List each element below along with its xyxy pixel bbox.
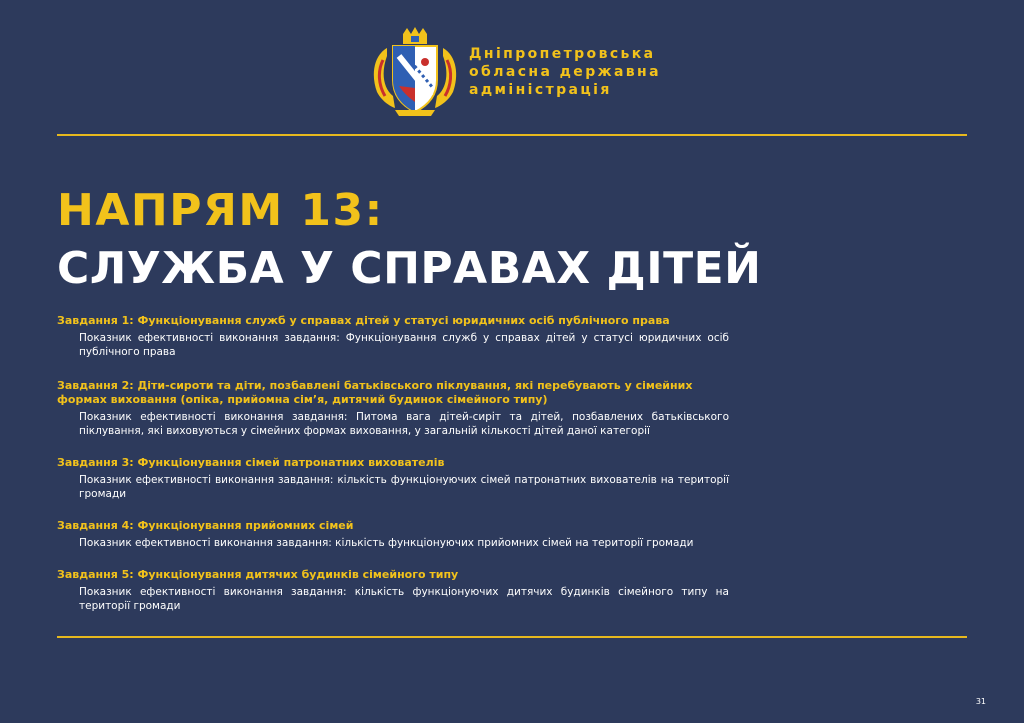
header bbox=[369, 26, 661, 118]
org-line-3: адміністрація bbox=[469, 82, 612, 98]
bottom-divider bbox=[57, 636, 967, 638]
task-item-5 bbox=[57, 568, 737, 613]
task-item-1 bbox=[57, 314, 737, 359]
title-service: СЛУЖБА У СПРАВАХ ДІТЕЙ bbox=[57, 243, 762, 294]
task-title: Завдання 5: Функціонування дитячих будинків сімейного типу bbox=[57, 568, 459, 581]
task-title: Завдання 2: Діти-сироти та діти, позбавлені батьківського піклування, які перебувають у сімейних формах виховання (опіка, прийомна сім’я, дитячий будинок сімейного типу) bbox=[57, 379, 693, 406]
task-title: Завдання 1: Функціонування служб у справах дітей у статусі юридичних осіб публічного права bbox=[57, 314, 670, 327]
task-list bbox=[57, 314, 737, 628]
page-number: 31 bbox=[975, 697, 986, 706]
organization-name bbox=[469, 45, 661, 99]
org-line-2: обласна державна bbox=[469, 64, 661, 80]
org-line-1: Дніпропетровська bbox=[469, 46, 656, 62]
task-item-4 bbox=[57, 519, 737, 550]
task-indicator: Показник ефективності виконання завдання: кількість функціонуючих сімей патронатних вихователів на території громади bbox=[79, 474, 729, 500]
task-title: Завдання 4: Функціонування прийомних сімей bbox=[57, 519, 354, 532]
task-indicator: Показник ефективності виконання завдання: Функціонування служб у справах дітей у статусі юридичних осіб публічного права bbox=[79, 332, 729, 358]
task-item-3 bbox=[57, 456, 737, 501]
task-indicator: Показник ефективності виконання завдання: Питома вага дітей-сиріт та дітей, позбавлених батьківського піклування, які виховуються у сімейних формах виховання, у загальній кількості дітей даної категорії bbox=[79, 411, 729, 437]
task-indicator: Показник ефективності виконання завдання: кількість функціонуючих дитячих будинків сімейного типу на території громади bbox=[79, 586, 729, 612]
task-indicator: Показник ефективності виконання завдання: кількість функціонуючих прийомних сімей на території громади bbox=[79, 537, 694, 549]
page-title bbox=[57, 182, 761, 298]
top-divider bbox=[57, 134, 967, 136]
task-title: Завдання 3: Функціонування сімей патронатних вихователів bbox=[57, 456, 445, 469]
coat-of-arms-emblem-icon bbox=[369, 26, 461, 118]
task-item-2 bbox=[57, 379, 737, 438]
title-direction: НАПРЯМ 13: bbox=[57, 185, 384, 236]
